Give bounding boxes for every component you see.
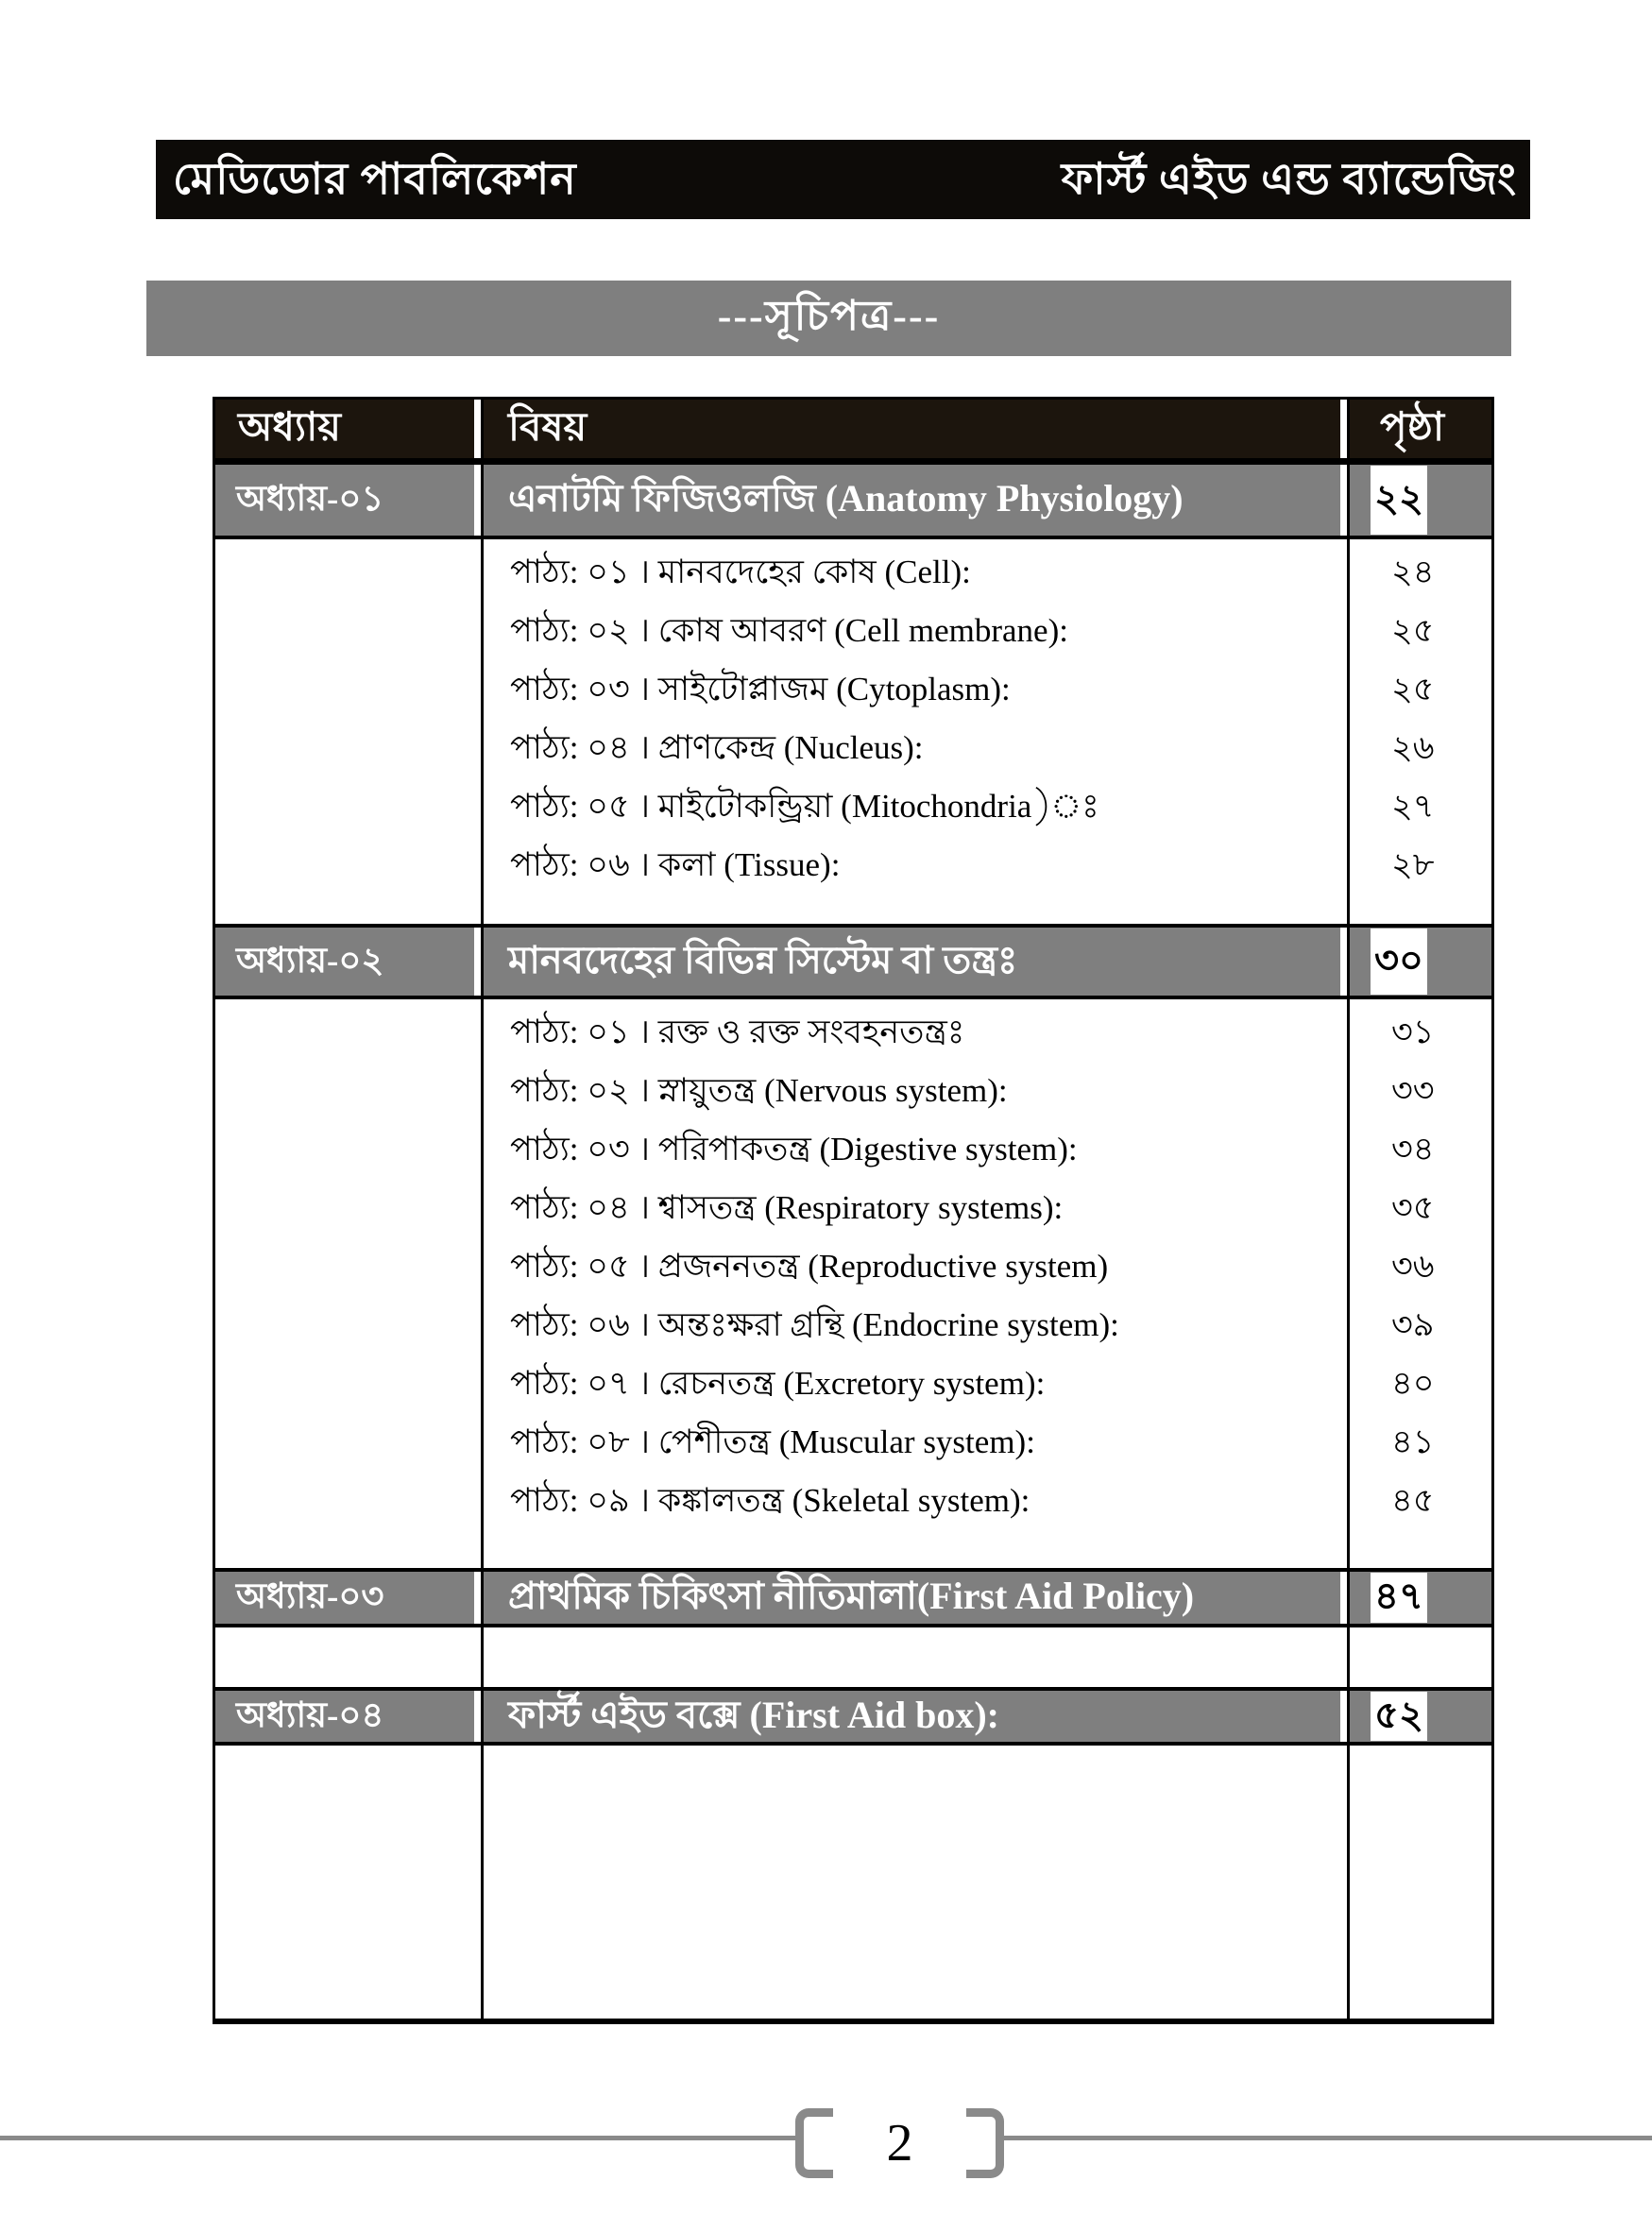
lesson-item: পাঠ্য: ০২ । কোষ আবরণ (Cell membrane): <box>510 611 1068 649</box>
lesson-page-number: ৩১ <box>1391 1013 1435 1050</box>
empty-block <box>215 1746 1491 2027</box>
lesson-item: পাঠ্য: ০৩ । সাইটোপ্লাজম (Cytoplasm): <box>510 670 1011 707</box>
footer-right-bracket <box>966 2108 1004 2178</box>
lesson-item: পাঠ্য: ০৬ । অন্তঃক্ষরা গ্রন্থি (Endocrine system): <box>510 1305 1119 1343</box>
footer-page-number: 2 <box>886 2114 913 2172</box>
lesson-item: পাঠ্য: ০৫ । মাইটোকন্ড্রিয়া (Mitochondria)ঃ <box>510 787 1099 825</box>
chapter-page-number: ২২ <box>1371 466 1427 535</box>
lesson-page-number: ৪১ <box>1391 1423 1435 1460</box>
chapter-page-number: ৩০ <box>1371 929 1427 995</box>
lesson-page-number: ৪৫ <box>1391 1481 1435 1519</box>
lesson-item: পাঠ্য: ০৭ । রেচনতন্ত্র (Excretory system): <box>510 1364 1046 1402</box>
footer-left-bracket <box>795 2108 833 2178</box>
toc-table <box>213 397 1494 2024</box>
chapter-row-03 <box>215 1568 1491 1627</box>
lesson-page-number: ৩৯ <box>1391 1305 1435 1343</box>
lesson-page-number: ২৫ <box>1391 670 1435 707</box>
lesson-page-number: ৩৫ <box>1391 1188 1435 1226</box>
column-divider <box>1347 400 1350 2019</box>
publisher-title: মেডিডোর পাবলিকেশন <box>173 155 577 203</box>
lesson-item: পাঠ্য: ০৫ । প্রজননতন্ত্র (Reproductive system) <box>510 1247 1109 1285</box>
lesson-page-number: ২৫ <box>1391 611 1435 649</box>
lesson-item: পাঠ্য: ০৪ । শ্বাসতন্ত্র (Respiratory systems): <box>510 1188 1064 1226</box>
chapter-label: অধ্যায়-০১ <box>236 480 384 519</box>
lesson-item: পাঠ্য: ০৪ । প্রাণকেন্দ্র (Nucleus): <box>510 728 924 766</box>
column-divider <box>481 400 484 2019</box>
chapter-row-02 <box>215 924 1491 999</box>
chapter-label: অধ্যায়-০৪ <box>236 1695 384 1735</box>
lesson-page-number: ২৬ <box>1391 728 1435 766</box>
footer-rule <box>0 2136 796 2140</box>
chapter-title: মানবদেহের বিভিন্ন সিস্টেম বা তন্ত্রঃ <box>508 938 1018 981</box>
lesson-item: পাঠ্য: ০৮ । পেশীতন্ত্র (Muscular system): <box>510 1423 1035 1460</box>
chapter-label: অধ্যায়-০৩ <box>236 1577 384 1616</box>
column-header-chapter: অধ্যায় <box>238 405 342 450</box>
lesson-item: পাঠ্য: ০৩ । পরিপাকতন্ত্র (Digestive system): <box>510 1130 1078 1167</box>
lesson-item: পাঠ্য: ০৯ । কঙ্কালতন্ত্র (Skeletal system): <box>510 1481 1030 1519</box>
chapter-title: এনাটমি ফিজিওলজি (Anatomy Physiology) <box>508 477 1184 520</box>
toc-title: ---সূচিপত্র--- <box>717 292 941 339</box>
chapter-title: প্রাথমিক চিকিৎসা নীতিমালা(First Aid Policy) <box>508 1575 1195 1617</box>
lesson-page-number: ৩৬ <box>1391 1247 1435 1285</box>
footer-rule <box>1003 2136 1652 2140</box>
table-header-row <box>215 400 1491 461</box>
lesson-page-number: ৪০ <box>1391 1364 1435 1402</box>
chapter-row-01 <box>215 461 1491 539</box>
chapter-page-number: ৪৭ <box>1371 1573 1427 1623</box>
lesson-item: পাঠ্য: ০১ । রক্ত ও রক্ত সংবহনতন্ত্রঃ <box>510 1013 965 1050</box>
toc-title-bar <box>146 281 1511 356</box>
empty-row <box>215 1627 1491 1687</box>
chapter-01-lessons <box>215 539 1491 924</box>
lesson-item: পাঠ্য: ০২ । স্নায়ুতন্ত্র (Nervous system): <box>510 1071 1008 1109</box>
lesson-page-number: ২৭ <box>1391 787 1435 825</box>
chapter-label: অধ্যায়-০২ <box>236 941 384 980</box>
lesson-page-number: ২৮ <box>1391 845 1435 883</box>
chapter-row-04 <box>215 1687 1491 1746</box>
column-header-page: পৃষ্ঠা <box>1380 405 1445 450</box>
lesson-item: পাঠ্য: ০৬ । কলা (Tissue): <box>510 845 841 883</box>
lesson-page-number: ২৪ <box>1391 553 1435 590</box>
page-header-bar <box>156 140 1530 219</box>
column-header-subject: বিষয় <box>508 405 588 450</box>
chapter-02-lessons <box>215 999 1491 1568</box>
lesson-item: পাঠ্য: ০১ । মানবদেহের কোষ (Cell): <box>510 553 971 590</box>
lesson-page-number: ৩৪ <box>1391 1130 1435 1167</box>
chapter-title: ফার্স্ট এইড বক্সে (First Aid box): <box>508 1693 999 1736</box>
book-title: ফার্স্ট এইড এন্ড ব্যান্ডেজিং <box>1061 155 1517 203</box>
lesson-page-number: ৩৩ <box>1391 1071 1435 1109</box>
chapter-page-number: ৫২ <box>1371 1692 1427 1741</box>
